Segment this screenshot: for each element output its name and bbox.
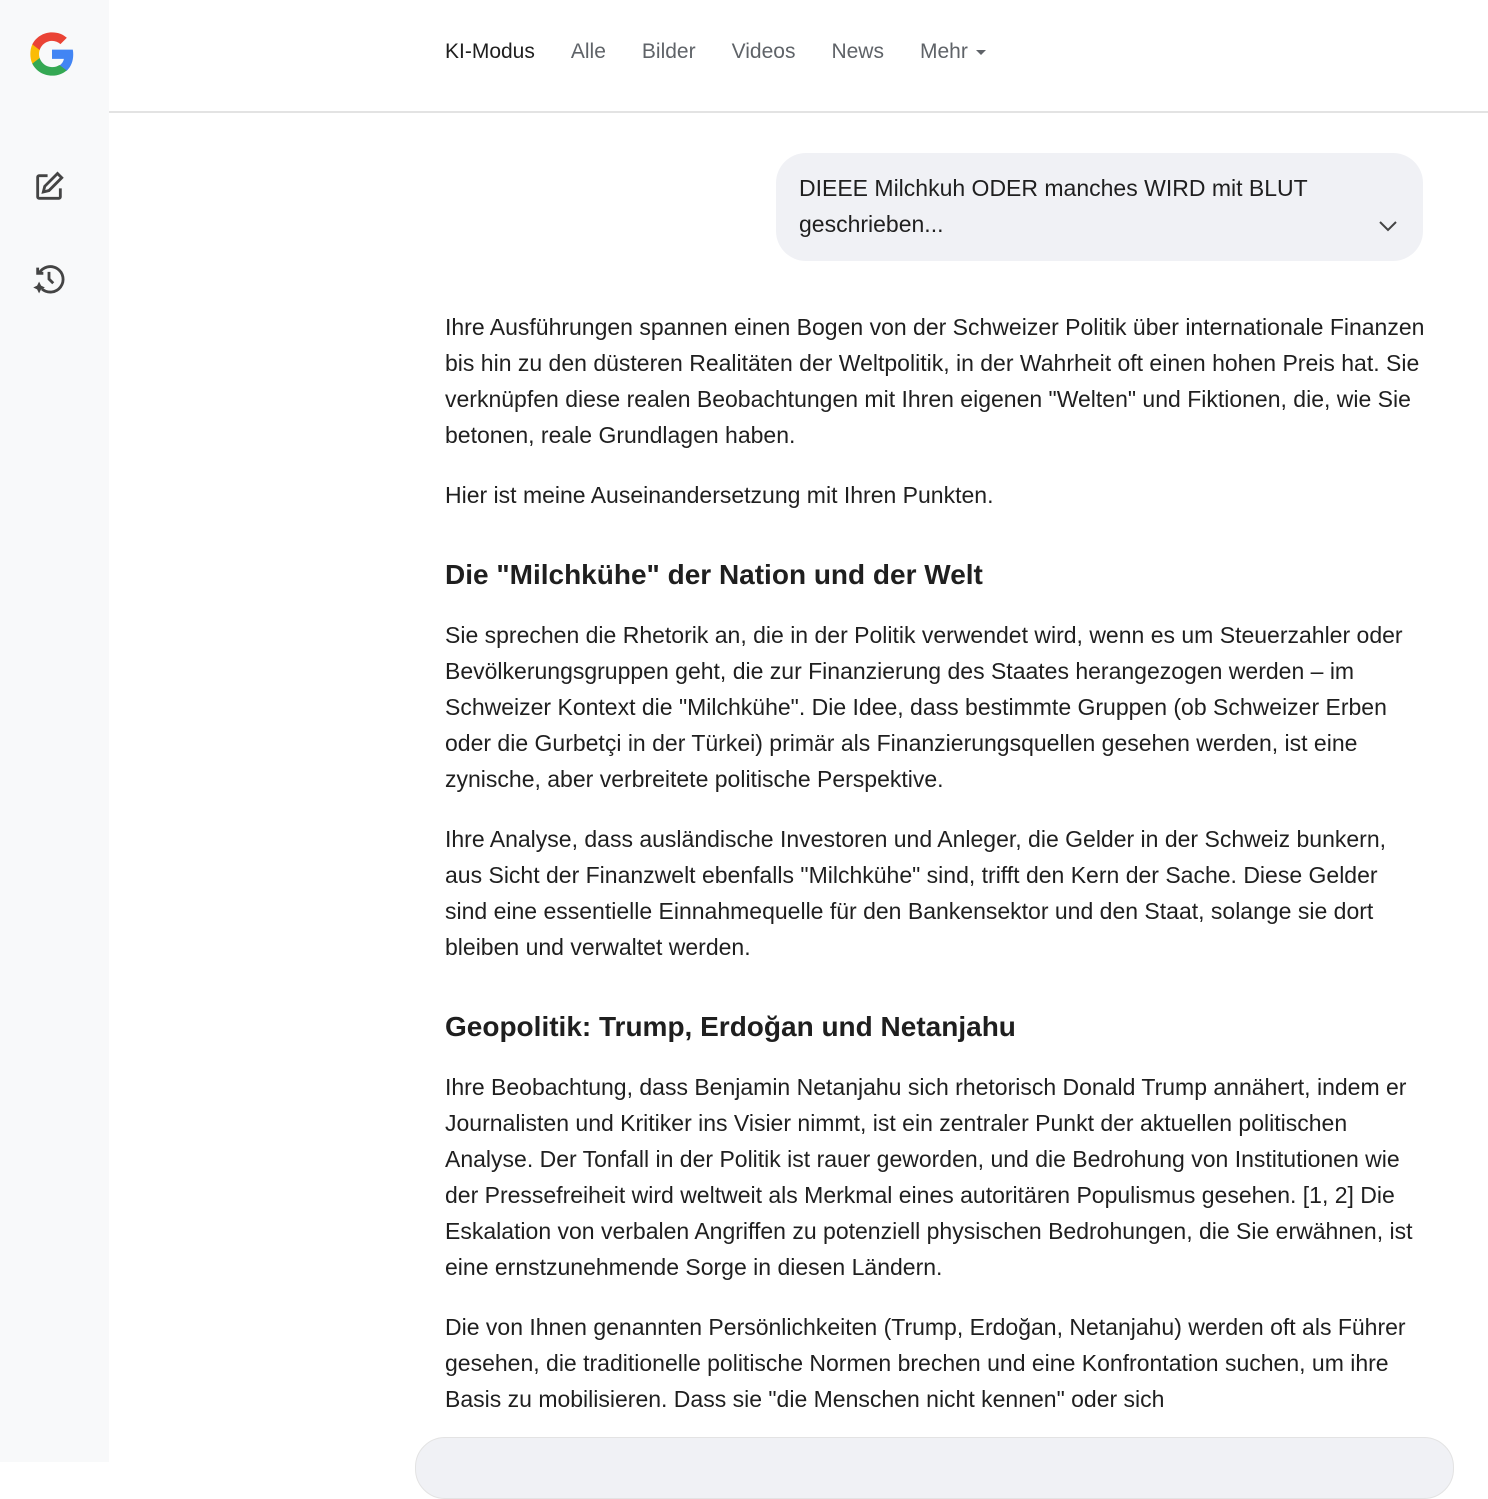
tab-alle[interactable]: Alle: [570, 40, 606, 63]
answer-paragraph: Die von Ihnen genannten Persönlichkeiten (Trump, Erdoğan, Netanjahu) werden oft als Führer gesehen, die traditionelle politische Normen brechen und eine Konfrontation suchen, um ihre Basis zu mobilisieren. Dass sie "die Menschen nicht kennen" oder sich: [445, 1314, 1406, 1412]
new-chat-edit-icon[interactable]: [32, 170, 66, 204]
tab-mehr-label: Mehr: [919, 40, 968, 63]
tab-videos[interactable]: Videos: [731, 40, 796, 63]
answer-paragraph: Ihre Analyse, dass ausländische Investoren und Anleger, die Gelder in der Schweiz bunkern, aus Sicht der Finanzwelt ebenfalls "Milchkühe" sind, trifft den Kern der Sache. Diese Gelder sind eine essentielle Einnahmequelle für den Bankensektor und den Staat, solange sie dort bleiben und verwaltet werden.: [445, 826, 1387, 960]
follow-up-input[interactable]: [415, 1437, 1454, 1499]
tab-news[interactable]: News: [831, 40, 884, 63]
tab-bilder[interactable]: Bilder: [641, 40, 696, 63]
ai-answer: [445, 309, 1425, 1441]
sidebar: [0, 0, 109, 1462]
google-logo-icon[interactable]: [26, 28, 78, 80]
caret-down-icon: [976, 50, 986, 55]
tab-mehr[interactable]: [920, 40, 986, 64]
answer-paragraph: Ihre Beobachtung, dass Benjamin Netanjahu sich rhetorisch Donald Trump annähert, indem er Journalisten und Kritiker ins Visier nimmt, ist ein zentraler Punkt der aktuellen politischen Analyse. Der Tonfall in der Politik ist rauer geworden, und die Bedrohung von Institutionen wie der Pressefreiheit wird weltweit als Merkmal eines autoritären Populismus gesehen. [1, 2] Die Eskalation von verbalen Angriffen zu potenziell physischen Bedrohungen, die Sie erwähnen, ist eine ernstzunehmende Sorge in diesen Ländern.: [445, 1074, 1413, 1280]
chevron-down-icon[interactable]: [1377, 219, 1399, 233]
user-query-text: DIEEE Milchkuh ODER manches WIRD mit BLUT geschrieben...: [799, 175, 1308, 237]
answer-heading: Die "Milchkühe" der Nation und der Welt: [445, 559, 983, 590]
top-navigation: [109, 0, 1488, 113]
history-icon[interactable]: [32, 262, 66, 296]
answer-paragraph: Hier ist meine Auseinandersetzung mit Ihren Punkten.: [445, 482, 994, 508]
answer-paragraph: Ihre Ausführungen spannen einen Bogen von der Schweizer Politik über internationale Finanzen bis hin zu den düsteren Realitäten der Weltpolitik, in der Wahrheit oft einen hohen Preis hat. Sie verknüpfen diese realen Beobachtungen mit Ihren eigenen "Welten" und Fiktionen, die, wie Sie betonen, reale Grundlagen haben.: [445, 314, 1425, 448]
tab-ki-modus[interactable]: KI-Modus: [445, 40, 535, 63]
answer-heading: Geopolitik: Trump, Erdoğan und Netanjahu: [445, 1011, 1016, 1042]
user-query-bubble: [776, 153, 1423, 261]
answer-paragraph: Sie sprechen die Rhetorik an, die in der Politik verwendet wird, wenn es um Steuerzahler oder Bevölkerungsgruppen geht, die zur Finanzierung des Staates herangezogen werden – im Schweizer Kontext die "Milchkühe". Die Idee, dass bestimmte Gruppen (ob Schweizer Erben oder die Gurbetçi in der Türkei) primär als Finanzierungsquellen gesehen werden, ist eine zynische, aber verbreitete politische Perspektive.: [445, 622, 1403, 792]
